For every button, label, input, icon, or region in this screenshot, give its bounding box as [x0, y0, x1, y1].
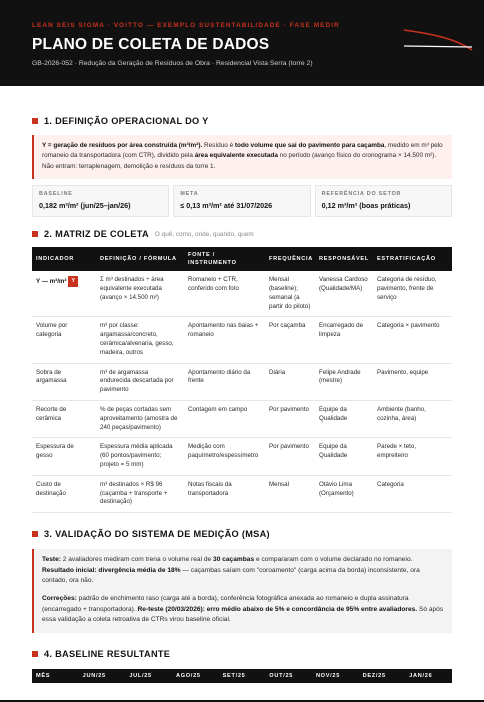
cell-source: Contagem em campo [184, 400, 265, 437]
msa-text: padrão de enchimento raso (carga até a borda), conferência fotográfica anexada ao romaneio e dupla assinatura (encarregado + transportadora). [42, 595, 409, 613]
cell-definition: % de peças cortadas sem aproveitamento (amostra de 240 peças/pavimento) [96, 400, 184, 437]
column-header: JUL/25 [125, 669, 172, 683]
collection-matrix-table [32, 247, 452, 513]
cell-frequency: Mensal [265, 475, 315, 512]
column-header: MÊS [32, 669, 79, 683]
indicator-label: Y — m³/m² [36, 278, 67, 286]
table-header-row [32, 247, 452, 271]
msa-strong-text: Teste: [42, 556, 61, 564]
kpi-meta [173, 185, 310, 217]
kpi-cards [32, 185, 452, 217]
cell-frequency: Por pavimento [265, 438, 315, 475]
msa-corrections-paragraph [42, 594, 444, 625]
def-y-text: Y = geração de resíduos por área construída (m³/m²). [42, 142, 203, 149]
column-header: OUT/25 [265, 669, 312, 683]
column-header: JAN/26 [405, 669, 452, 683]
def-strong-text: todo volume que sai do pavimento para caçamba [234, 142, 385, 149]
column-header: INDICADOR [32, 247, 96, 271]
cell-responsible: Equipe da Qualidade [315, 438, 373, 475]
msa-test-paragraph [42, 555, 444, 586]
cell-frequency: Por caçamba [265, 317, 315, 363]
cell-source: Apontamento diário da frente [184, 363, 265, 400]
cell-responsible: Otávio Lima (Orçamento) [315, 475, 373, 512]
section-marker-icon [32, 118, 38, 124]
cell-definition: Σ m³ destinados ÷ área equivalente executada (avanço × 14.500 m²) [96, 271, 184, 317]
def-text: Resíduo é [202, 142, 235, 149]
page-header [0, 0, 484, 86]
section-marker-icon [32, 531, 38, 537]
section-marker-icon [32, 231, 38, 237]
msa-strong-text: 30 caçambas [213, 556, 255, 564]
kpi-label: REFERÊNCIA DO SETOR [321, 191, 402, 198]
column-header: JUN/25 [79, 669, 126, 683]
cell-stratification: Ambiente (banho, cozinha, área) [373, 400, 452, 437]
kpi-label: BASELINE [39, 191, 73, 198]
header-subtitle: GB-2026-052 · Redução da Geração de Resíduos de Obra · Residencial Vista Serra (torre 2) [32, 60, 313, 67]
kpi-referencia [315, 185, 452, 217]
section-3-title: 3. VALIDAÇÃO DO SISTEMA DE MEDIÇÃO (MSA) [44, 529, 270, 540]
cell-definition: m³ por classe: argamassa/concreto, cerâmica/alvenaria, gesso, madeira, outros [96, 317, 184, 363]
cell-stratification: Parede × teto, empreiteiro [373, 438, 452, 475]
section-marker-icon [32, 651, 38, 657]
msa-validation-box [32, 549, 452, 632]
cell-source: Notas fiscais da transportadora [184, 475, 265, 512]
def-text: , medido em m³ pelo romaneio da transportadora (com CTR), dividido pela [42, 142, 443, 160]
cell-source: Medição com paquímetro/espessímetro [184, 438, 265, 475]
swoosh-logo-icon [402, 26, 474, 52]
kpi-value: 0,12 m³/m² (boas práticas) [321, 201, 411, 211]
column-header: FREQUÊNCIA [265, 247, 315, 271]
section-1-title: 1. DEFINIÇÃO OPERACIONAL DO Y [44, 116, 209, 126]
section-1-heading [0, 116, 484, 126]
operational-definition [32, 135, 452, 179]
column-header: RESPONSÁVEL [315, 247, 373, 271]
cell-stratification: Categoria × pavimento [373, 317, 452, 363]
msa-strong-text: Re-teste (20/03/2026): erro médio abaixo de 5% e concordância de 95% entre avaliadores. [137, 605, 418, 613]
msa-text: Só após essa validação a coleta retroativa de CTRs virou baseline oficial. [42, 605, 444, 624]
column-header: DEZ/25 [359, 669, 406, 683]
cell-indicator: Espessura de gesso [32, 438, 96, 475]
msa-text: 2 avaliadores mediram com trena o volume real de [60, 556, 214, 564]
cell-definition: m³ de argamassa endurecida descartada por pavimento [96, 363, 184, 400]
header-eyebrow: LEAN SEIS SIGMA · VOITTO — EXEMPLO SUSTENTABILIDADE · FASE MEDIR [32, 22, 340, 29]
msa-strong-text: Correções: [42, 595, 77, 603]
section-3-heading [0, 529, 484, 539]
kpi-label: META [180, 191, 199, 198]
cell-indicator [32, 271, 96, 317]
table-row [32, 475, 452, 512]
kpi-baseline [32, 185, 169, 217]
cell-indicator: Volume por categoria [32, 317, 96, 363]
table-header-row [32, 669, 452, 683]
column-header: SET/25 [219, 669, 266, 683]
cell-indicator: Sobra de argamassa [32, 363, 96, 400]
table-row [32, 438, 452, 475]
column-header: ESTRATIFICAÇÃO [373, 247, 452, 271]
section-4-heading [0, 649, 484, 659]
cell-stratification: Pavimento, equipe [373, 363, 452, 400]
cell-stratification: Categoria de resíduo, pavimento, frente de serviço [373, 271, 452, 317]
cell-definition: Espessura média aplicada (60 pontos/pavimento; projeto = 5 mm) [96, 438, 184, 475]
cell-responsible: Encarregado de limpeza [315, 317, 373, 363]
cell-frequency: Por pavimento [265, 400, 315, 437]
table-row [32, 363, 452, 400]
y-badge: Y [68, 276, 78, 287]
section-2-note: O quê, como, onde, quando, quem [154, 230, 254, 238]
cell-responsible: Equipe da Qualidade [315, 400, 373, 437]
msa-text: e compararam com o volume declarado no romaneio. [254, 556, 413, 564]
cell-responsible: Felipe Andrade (mestre) [315, 363, 373, 400]
cell-source: Romaneio + CTR, conferido com foto [184, 271, 265, 317]
kpi-value: ≤ 0,13 m³/m² até 31/07/2026 [180, 201, 273, 211]
def-text: no período (avanço físico do cronograma × 14.500 m²). Não entram: terraplenagem, demolição e resíduos da torre 1. [42, 152, 437, 170]
table-row [32, 271, 452, 317]
page-title: PLANO DE COLETA DE DADOS [32, 36, 270, 53]
cell-source: Apontamento nas baias + romaneio [184, 317, 265, 363]
table-row [32, 400, 452, 437]
cell-definition: m³ destinados × R$ 96 (caçamba + transporte + destinação) [96, 475, 184, 512]
section-2-heading [0, 229, 484, 239]
column-header: AGO/25 [172, 669, 219, 683]
def-strong-text: área equivalente executada [194, 152, 278, 160]
column-header: FONTE / INSTRUMENTO [184, 247, 265, 271]
cell-frequency: Mensal (baseline); semanal (a partir do piloto) [265, 271, 315, 317]
column-header: NOV/25 [312, 669, 359, 683]
msa-strong-text: Resultado inicial: divergência média de 18% [42, 566, 181, 574]
cell-responsible: Vanessa Cardoso (Qualidade/MA) [315, 271, 373, 317]
baseline-table [32, 669, 452, 683]
cell-frequency: Diária [265, 363, 315, 400]
section-2-title: 2. MATRIZ DE COLETA [44, 229, 149, 240]
column-header: DEFINIÇÃO / FÓRMULA [96, 247, 184, 271]
msa-text: — caçambas saíam com "coroamento" (carga acima da borda) inconsistente, ora contado, ora não. [42, 566, 420, 584]
kpi-value: 0,182 m³/m² (jun/25–jan/26) [39, 201, 131, 211]
cell-stratification: Categoria [373, 475, 452, 512]
cell-indicator: Custo de destinação [32, 475, 96, 512]
table-row [32, 317, 452, 363]
cell-indicator: Recorte de cerâmica [32, 400, 96, 437]
section-4-title: 4. BASELINE RESULTANTE [44, 648, 171, 659]
